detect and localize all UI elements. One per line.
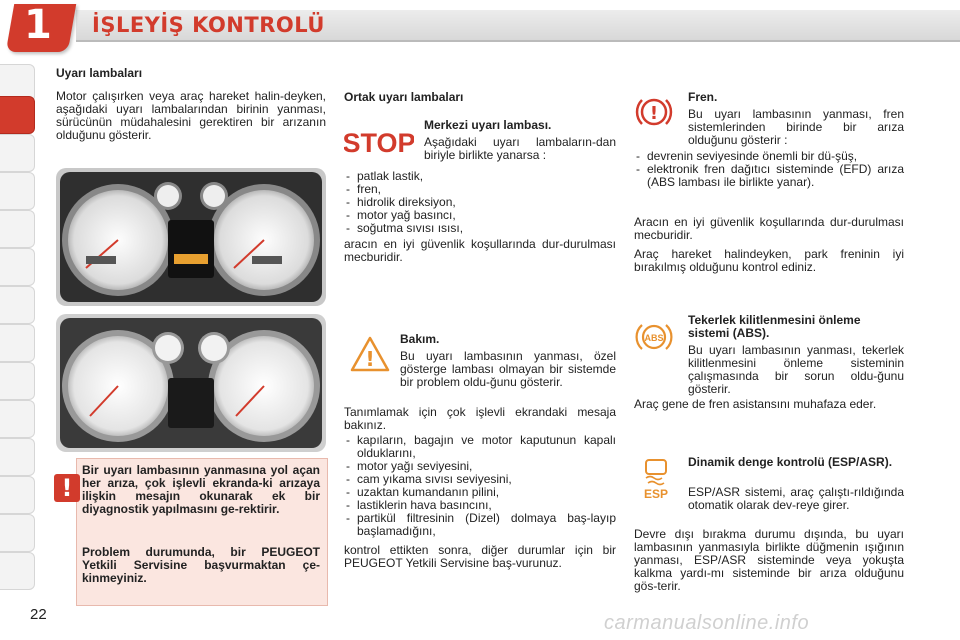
chapter-tab[interactable] [0, 134, 35, 172]
page-title: İŞLEYİŞ KONTROLÜ [92, 13, 325, 37]
chapter-tab[interactable] [0, 400, 35, 438]
lamp-note: kontrol ettikten sonra, diğer durumlar için bir PEUGEOT Yetkili Servisine baş-vurunuz. [344, 543, 616, 570]
chapter-tab[interactable] [0, 324, 35, 362]
list-item: - hidrolik direksiyon, [344, 196, 616, 209]
stop-list [344, 170, 616, 235]
brake-list [634, 150, 904, 189]
list-item: - soğutma sıvısı ısısı, [344, 222, 616, 235]
lamp-note: Tanımlamak için çok işlevli ekrandaki mesaja bakınız. [344, 405, 616, 432]
warning-paragraph: Problem durumunda, bir PEUGEOT Yetkili Servisine başvurmaktan çe-kinmeyiniz. [82, 545, 320, 585]
lamp-description: Bu uyarı lambasının yanması, özel gösterge lambası olmayan bir sistemde bir problem oldu-ğunu gösterir. [400, 349, 616, 389]
chapter-tab[interactable] [0, 476, 35, 514]
lamp-note: aracın en iyi güvenlik koşullarında dur-durulması mecburidir. [344, 237, 616, 264]
stop-icon [344, 124, 414, 160]
chapter-tab[interactable] [0, 286, 35, 324]
chapter-tab[interactable] [0, 552, 35, 590]
chapter-tab[interactable] [0, 362, 35, 400]
service-warning-icon [350, 336, 390, 372]
lamp-description: Bu uyarı lambasının yanması, tekerlek kilitlenmesini önleme sisteminin çalışmasında bir sorun oldu-ğunu gösterir. [688, 343, 904, 396]
brake-warning-icon [634, 92, 674, 132]
lamp-note: Araç gene de fren asistansını muhafaza eder. [634, 397, 877, 411]
abs-warning-icon [634, 318, 674, 356]
intro-paragraph: Motor çalışırken veya araç hareket halin-deyken, aşağıdaki uyarı lambalarından birinin yanması, sürücünün müdahalesini gerektiren bir arızanın olduğunu gösterir. [56, 89, 326, 142]
lamp-title: Merkezi uyarı lambası. [424, 118, 552, 132]
list-item: - partikül filtresinin (Dizel) dolmaya baş-layıp başlamadığını, [344, 512, 616, 538]
chapter-tab[interactable] [0, 172, 35, 210]
lamp-note: Araç hareket halindeyken, park freninin iyi bırakılmış olduğunu kontrol ediniz. [634, 247, 904, 274]
list-item: - cam yıkama sıvısı seviyesini, [344, 473, 616, 486]
service-icon-symbol: ! [365, 347, 375, 371]
chapter-number: 1 [24, 2, 52, 48]
list-item: - elektronik fren dağıtıcı sisteminde (EFD) arıza (ABS lambası ile birlikte yanar). [634, 163, 904, 189]
section-heading: Ortak uyarı lambaları [344, 90, 464, 104]
list-item: - fren, [344, 183, 616, 196]
chapter-tab[interactable] [0, 248, 35, 286]
page-number: 22 [30, 606, 47, 623]
stop-icon-text: STOP [344, 128, 414, 158]
chapter-tab[interactable] [0, 514, 35, 552]
list-item: - kapıların, bagajın ve motor kaputunun kapalı olduklarını, [344, 434, 616, 460]
lamp-description: Aşağıdaki uyarı lambaların-dan biriyle birlikte yanarsa : [424, 135, 616, 162]
list-item: - patlak lastik, [344, 170, 616, 183]
instrument-cluster-image [56, 314, 326, 452]
lamp-title: Fren. [688, 90, 718, 104]
list-item: - devrenin seviyesinde önemli bir dü-şüş, [634, 150, 904, 163]
lamp-description: ESP/ASR sistemi, araç çalıştı-rıldığında otomatik olarak dev-reye girer. [688, 485, 904, 512]
chapter-tab[interactable] [0, 438, 35, 476]
list-item: - motor yağı seviyesini, [344, 460, 616, 473]
lamp-title: Tekerlek kilitlenmesini önleme sistemi (ABS). [688, 313, 861, 340]
lamp-note: Aracın en iyi güvenlik koşullarında dur-durulması mecburidir. [634, 215, 904, 242]
lamp-note: Devre dışı bırakma durumu dışında, bu uyarı lambasının yanmasıyla birlikte düğmenin ışığının yanması, ESP/ASR sisteminde veya yokuşta kalkma yardı-mı sisteminde bir arıza olduğunu gös-terir. [634, 527, 904, 593]
section-heading: Uyarı lambaları [56, 66, 143, 80]
list-item: - lastiklerin hava basıncını, [344, 499, 616, 512]
instrument-cluster-image [56, 168, 326, 306]
list-item: - motor yağ basıncı, [344, 209, 616, 222]
lamp-title: Dinamik denge kontrolü (ESP/ASR). [688, 455, 893, 469]
warning-paragraph: Bir uyarı lambasının yanmasına yol açan her arıza, çok işlevli ekranda-ki arızaya ilişkin mesajın okunarak ek bir diyagnostik yapılmasını ge-rektirir. [82, 463, 320, 516]
watermark: carmanualsonline.info [604, 612, 810, 634]
esp-warning-icon [636, 456, 676, 502]
lamp-description: Bu uyarı lambasının yanması, fren sistemlerinden birinde bir arıza olduğunu gösterir : [688, 107, 904, 147]
lamp-title: Bakım. [400, 332, 440, 346]
service-list [344, 434, 616, 538]
exclamation-icon: ! [54, 474, 80, 502]
brake-icon-symbol: ! [649, 103, 659, 124]
esp-icon-text: ESP [643, 487, 669, 501]
list-item: - uzaktan kumandanın pilini, [344, 486, 616, 499]
chapter-tab-active[interactable] [0, 96, 35, 134]
abs-icon-text: ABS [644, 333, 664, 343]
chapter-tab[interactable] [0, 210, 35, 248]
